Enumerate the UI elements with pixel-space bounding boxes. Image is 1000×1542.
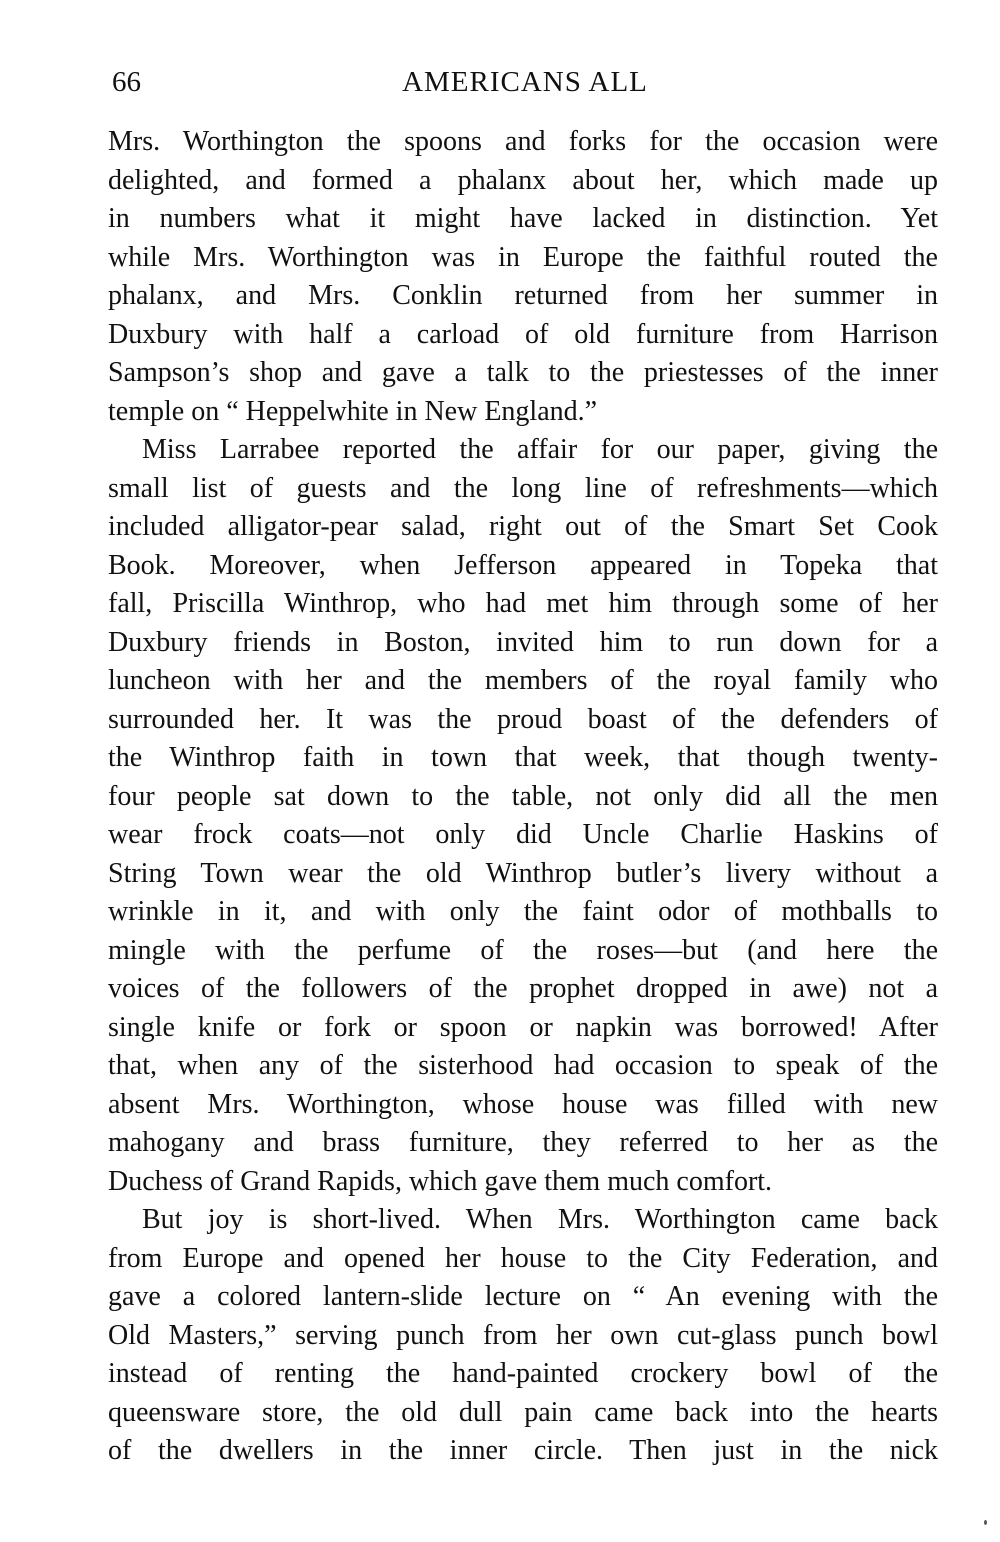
- page-number: 66: [112, 66, 141, 98]
- running-title: AMERICANS ALL: [402, 66, 648, 98]
- text-line: Duxbury with half a carload of old furniture from Harrison: [108, 318, 938, 350]
- text-line: gave a colored lantern-slide lecture on “ An evening with the: [108, 1281, 938, 1312]
- text-line: the Winthrop faith in town that week, that though twenty-: [108, 742, 938, 773]
- running-head: [112, 60, 938, 104]
- text-line: fall, Priscilla Winthrop, who had met him through some of her: [108, 588, 938, 619]
- text-line: mingle with the perfume of the roses—but (and here the: [108, 934, 938, 966]
- paragraph: [108, 431, 938, 1201]
- text-line: that, when any of the sisterhood had occasion to speak of the: [108, 1050, 938, 1081]
- text-line: mahogany and brass furniture, they referred to her as the: [108, 1127, 938, 1158]
- text-line: absent Mrs. Worthington, whose house was filled with new: [108, 1088, 938, 1120]
- text-line: wear frock coats—not only did Uncle Charlie Haskins of: [108, 819, 938, 850]
- text-line: single knife or fork or spoon or napkin was borrowed! After: [108, 1011, 938, 1043]
- text-line: Book. Moreover, when Jefferson appeared in Topeka that: [108, 549, 938, 581]
- text-line: included alligator-pear salad, right out of the Smart Set Cook: [108, 511, 938, 542]
- print-speck: [984, 1520, 987, 1525]
- text-line: voices of the followers of the prophet dropped in awe) not a: [108, 973, 938, 1004]
- text-line: temple on “ Heppelwhite in New England.”: [108, 395, 598, 427]
- text-line: Mrs. Worthington the spoons and forks for the occasion were: [108, 126, 938, 157]
- text-line: Duxbury friends in Boston, invited him to run down for a: [108, 626, 938, 658]
- text-line: instead of renting the hand-painted crockery bowl of the: [108, 1358, 938, 1389]
- text-line: wrinkle in it, and with only the faint odor of mothballs to: [108, 896, 938, 927]
- text-line: Old Masters,” serving punch from her own cut-glass punch bowl: [108, 1319, 938, 1351]
- body-text: [108, 123, 938, 1471]
- text-line: Duchess of Grand Rapids, which gave them much comfort.: [108, 1165, 773, 1197]
- text-line: Sampson’s shop and gave a talk to the priestesses of the inner: [108, 357, 938, 388]
- text-line: luncheon with her and the members of the royal family who: [108, 665, 938, 696]
- text-line: Miss Larrabee reported the affair for our paper, giving the: [142, 434, 938, 465]
- text-line: small list of guests and the long line of refreshments—which: [108, 472, 938, 504]
- text-line: in numbers what it might have lacked in distinction. Yet: [108, 203, 938, 234]
- text-line: String Town wear the old Winthrop butler’s livery without a: [108, 857, 938, 889]
- paragraph: [108, 1201, 938, 1471]
- text-line: queensware store, the old dull pain came back into the hearts: [108, 1396, 938, 1428]
- paragraph: [108, 123, 938, 431]
- text-line: surrounded her. It was the proud boast of the defenders of: [108, 703, 938, 735]
- text-line: phalanx, and Mrs. Conklin returned from her summer in: [108, 280, 938, 311]
- text-line: of the dwellers in the inner circle. Then just in the nick: [108, 1435, 938, 1466]
- text-line: while Mrs. Worthington was in Europe the faithful routed the: [108, 241, 938, 273]
- text-line: from Europe and opened her house to the City Federation, and: [108, 1242, 938, 1274]
- text-line: delighted, and formed a phalanx about her, which made up: [108, 164, 938, 196]
- text-line: four people sat down to the table, not only did all the men: [108, 780, 938, 812]
- text-line: But joy is short-lived. When Mrs. Worthington came back: [142, 1204, 938, 1235]
